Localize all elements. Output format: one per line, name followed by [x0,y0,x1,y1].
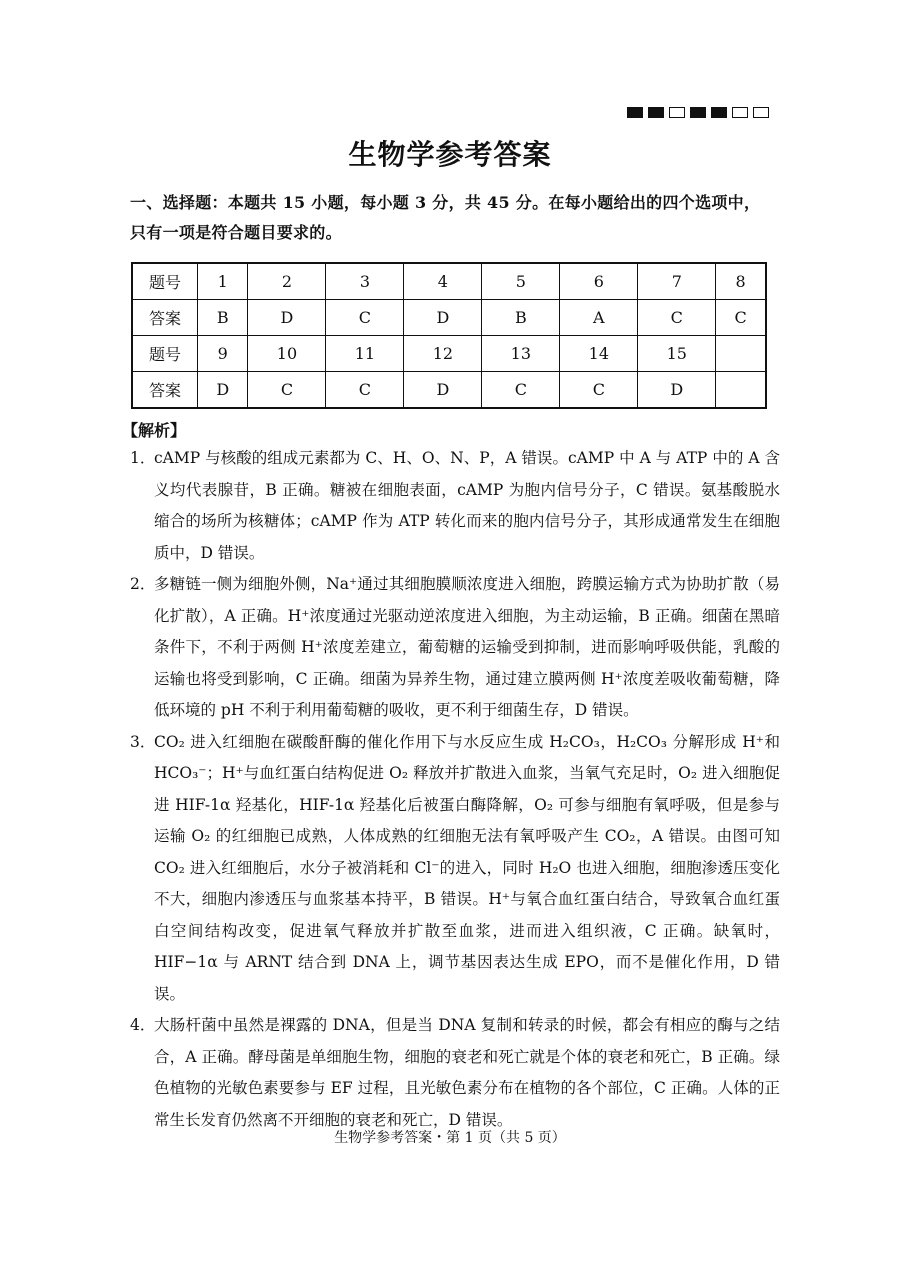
table-cell: C [326,372,404,409]
table-cell: D [404,372,482,409]
table-cell [716,372,766,409]
item-text: 大肠杆菌中虽然是裸露的 DNA，但是当 DNA 复制和转录的时候，都会有相应的酶与之结合，A 正确。酵母菌是单细胞生物，细胞的衰老和死亡就是个体的衰老和死亡，B 正确。绿色植物的光敏色素要参与 EF 过程，且光敏色素分布在植物的各个部位，C 正确。人体的正常生长发育仍然离不开细胞的衰老和死亡，D 错误。 [154,1016,780,1129]
table-cell: A [560,300,638,336]
table-cell: 12 [404,336,482,372]
item-number: 4． [130,1016,156,1034]
table-cell: 10 [248,336,326,372]
table-row [132,336,766,372]
code-mark [753,107,769,118]
code-mark [669,107,685,118]
answer-table [131,262,767,409]
page-footer: 生物学参考答案・第 1 页（共 5 页） [334,1130,566,1146]
table-cell: C [248,372,326,409]
item-number: 1． [130,449,156,467]
table-cell: 1 [198,263,248,300]
table-cell: D [248,300,326,336]
table-cell: C [638,300,716,336]
table-cell: 6 [560,263,638,300]
table-cell: 7 [638,263,716,300]
item-text: 多糖链一侧为细胞外侧，Na⁺通过其细胞膜顺浓度进入细胞，跨膜运输方式为协助扩散（易化扩散），A 正确。H⁺浓度通过光驱动逆浓度进入细胞，为主动运输，B 正确。细菌在黑暗条件下，不利于两侧 H⁺浓度差建立，葡萄糖的运输受到抑制，进而影响呼吸供能，乳酸的运输也将受到影响，C 正确。细菌为异养生物，通过建立膜两侧 H⁺浓度差吸收葡萄糖，降低环境的 pH 不利于利用葡萄糖的吸收，更不利于细菌生存，D 错误。 [154,575,780,719]
table-cell: 14 [560,336,638,372]
row-header-cell: 题号 [132,263,198,300]
table-cell: D [404,300,482,336]
table-cell: 5 [482,263,560,300]
row-header-cell: 答案 [132,372,198,409]
table-cell: D [638,372,716,409]
explanation-heading: 【解析】 [122,421,187,440]
code-mark [711,107,727,118]
code-mark [627,107,643,118]
code-mark [690,107,706,118]
table-cell: C [326,300,404,336]
code-mark [732,107,748,118]
table-cell: C [482,372,560,409]
item-text: CO₂ 进入红细胞在碳酸酐酶的催化作用下与水反应生成 H₂CO₃，H₂CO₃ 分解形成 H⁺和 HCO₃⁻；H⁺与血红蛋白结构促进 O₂ 释放并扩散进入血浆，当氧气充足时，O₂ 进入细胞促进 HIF-1α 羟基化，HIF-1α 羟基化后被蛋白酶降解，O₂ 可参与细胞有氧呼吸，但是参与运输 O₂ 的红细胞已成熟，人体成熟的红细胞无法有氧呼吸产生 CO₂，A 错误。由图可知 CO₂ 进入红细胞后，水分子被消耗和 Cl⁻的进入，同时 H₂O 也进入细胞，细胞渗透压变化不大，细胞内渗透压与血浆基本持平，B 错误。H⁺与氧合血红蛋白结合，导致氧合血红蛋白空间结构改变，促进氧气释放并扩散至血浆，进而进入组织液，C 正确。缺氧时，HIF−1α 与 ARNT 结合到 DNA 上，调节基因表达生成 EPO，而不是催化作用，D 错误。 [154,732,780,1003]
table-cell: 2 [248,263,326,300]
item-number: 3． [130,732,156,751]
table-cell: C [716,300,766,336]
explanation-item [130,569,780,727]
table-cell: B [482,300,560,336]
explanation-item [130,727,780,1011]
table-row [132,300,766,336]
page-title: 生物学参考答案 [348,138,552,171]
item-text: cAMP 与核酸的组成元素都为 C、H、O、N、P，A 错误。cAMP 中 A 与 ATP 中的 A 含义均代表腺苷，B 正确。糖被在细胞表面，cAMP 为胞内信号分子，C 错误。氨基酸脱水缩合的场所为核糖体；cAMP 作为 ATP 转化而来的胞内信号分子，其形成通常发生在细胞质中，D 错误。 [154,449,780,562]
table-cell: D [198,372,248,409]
table-row [132,263,766,300]
section-heading: 一、选择题：本题共 15 小题，每小题 3 分，共 45 分。在每小题给出的四个选项中，只有一项是符合题目要求的。 [130,193,761,242]
table-cell: B [198,300,248,336]
table-cell [716,336,766,372]
table-cell: 15 [638,336,716,372]
table-cell: 9 [198,336,248,372]
table-cell: 4 [404,263,482,300]
explanation-list [130,443,780,1136]
table-cell: 8 [716,263,766,300]
table-row [132,372,766,409]
row-header-cell: 题号 [132,336,198,372]
explanation-item [130,1010,780,1136]
page-code-marks [627,107,769,118]
table-cell: 3 [326,263,404,300]
table-cell: C [560,372,638,409]
row-header-cell: 答案 [132,300,198,336]
item-number: 2． [130,575,156,593]
code-mark [648,107,664,118]
table-cell: 13 [482,336,560,372]
table-cell: 11 [326,336,404,372]
explanation-item [130,443,780,569]
